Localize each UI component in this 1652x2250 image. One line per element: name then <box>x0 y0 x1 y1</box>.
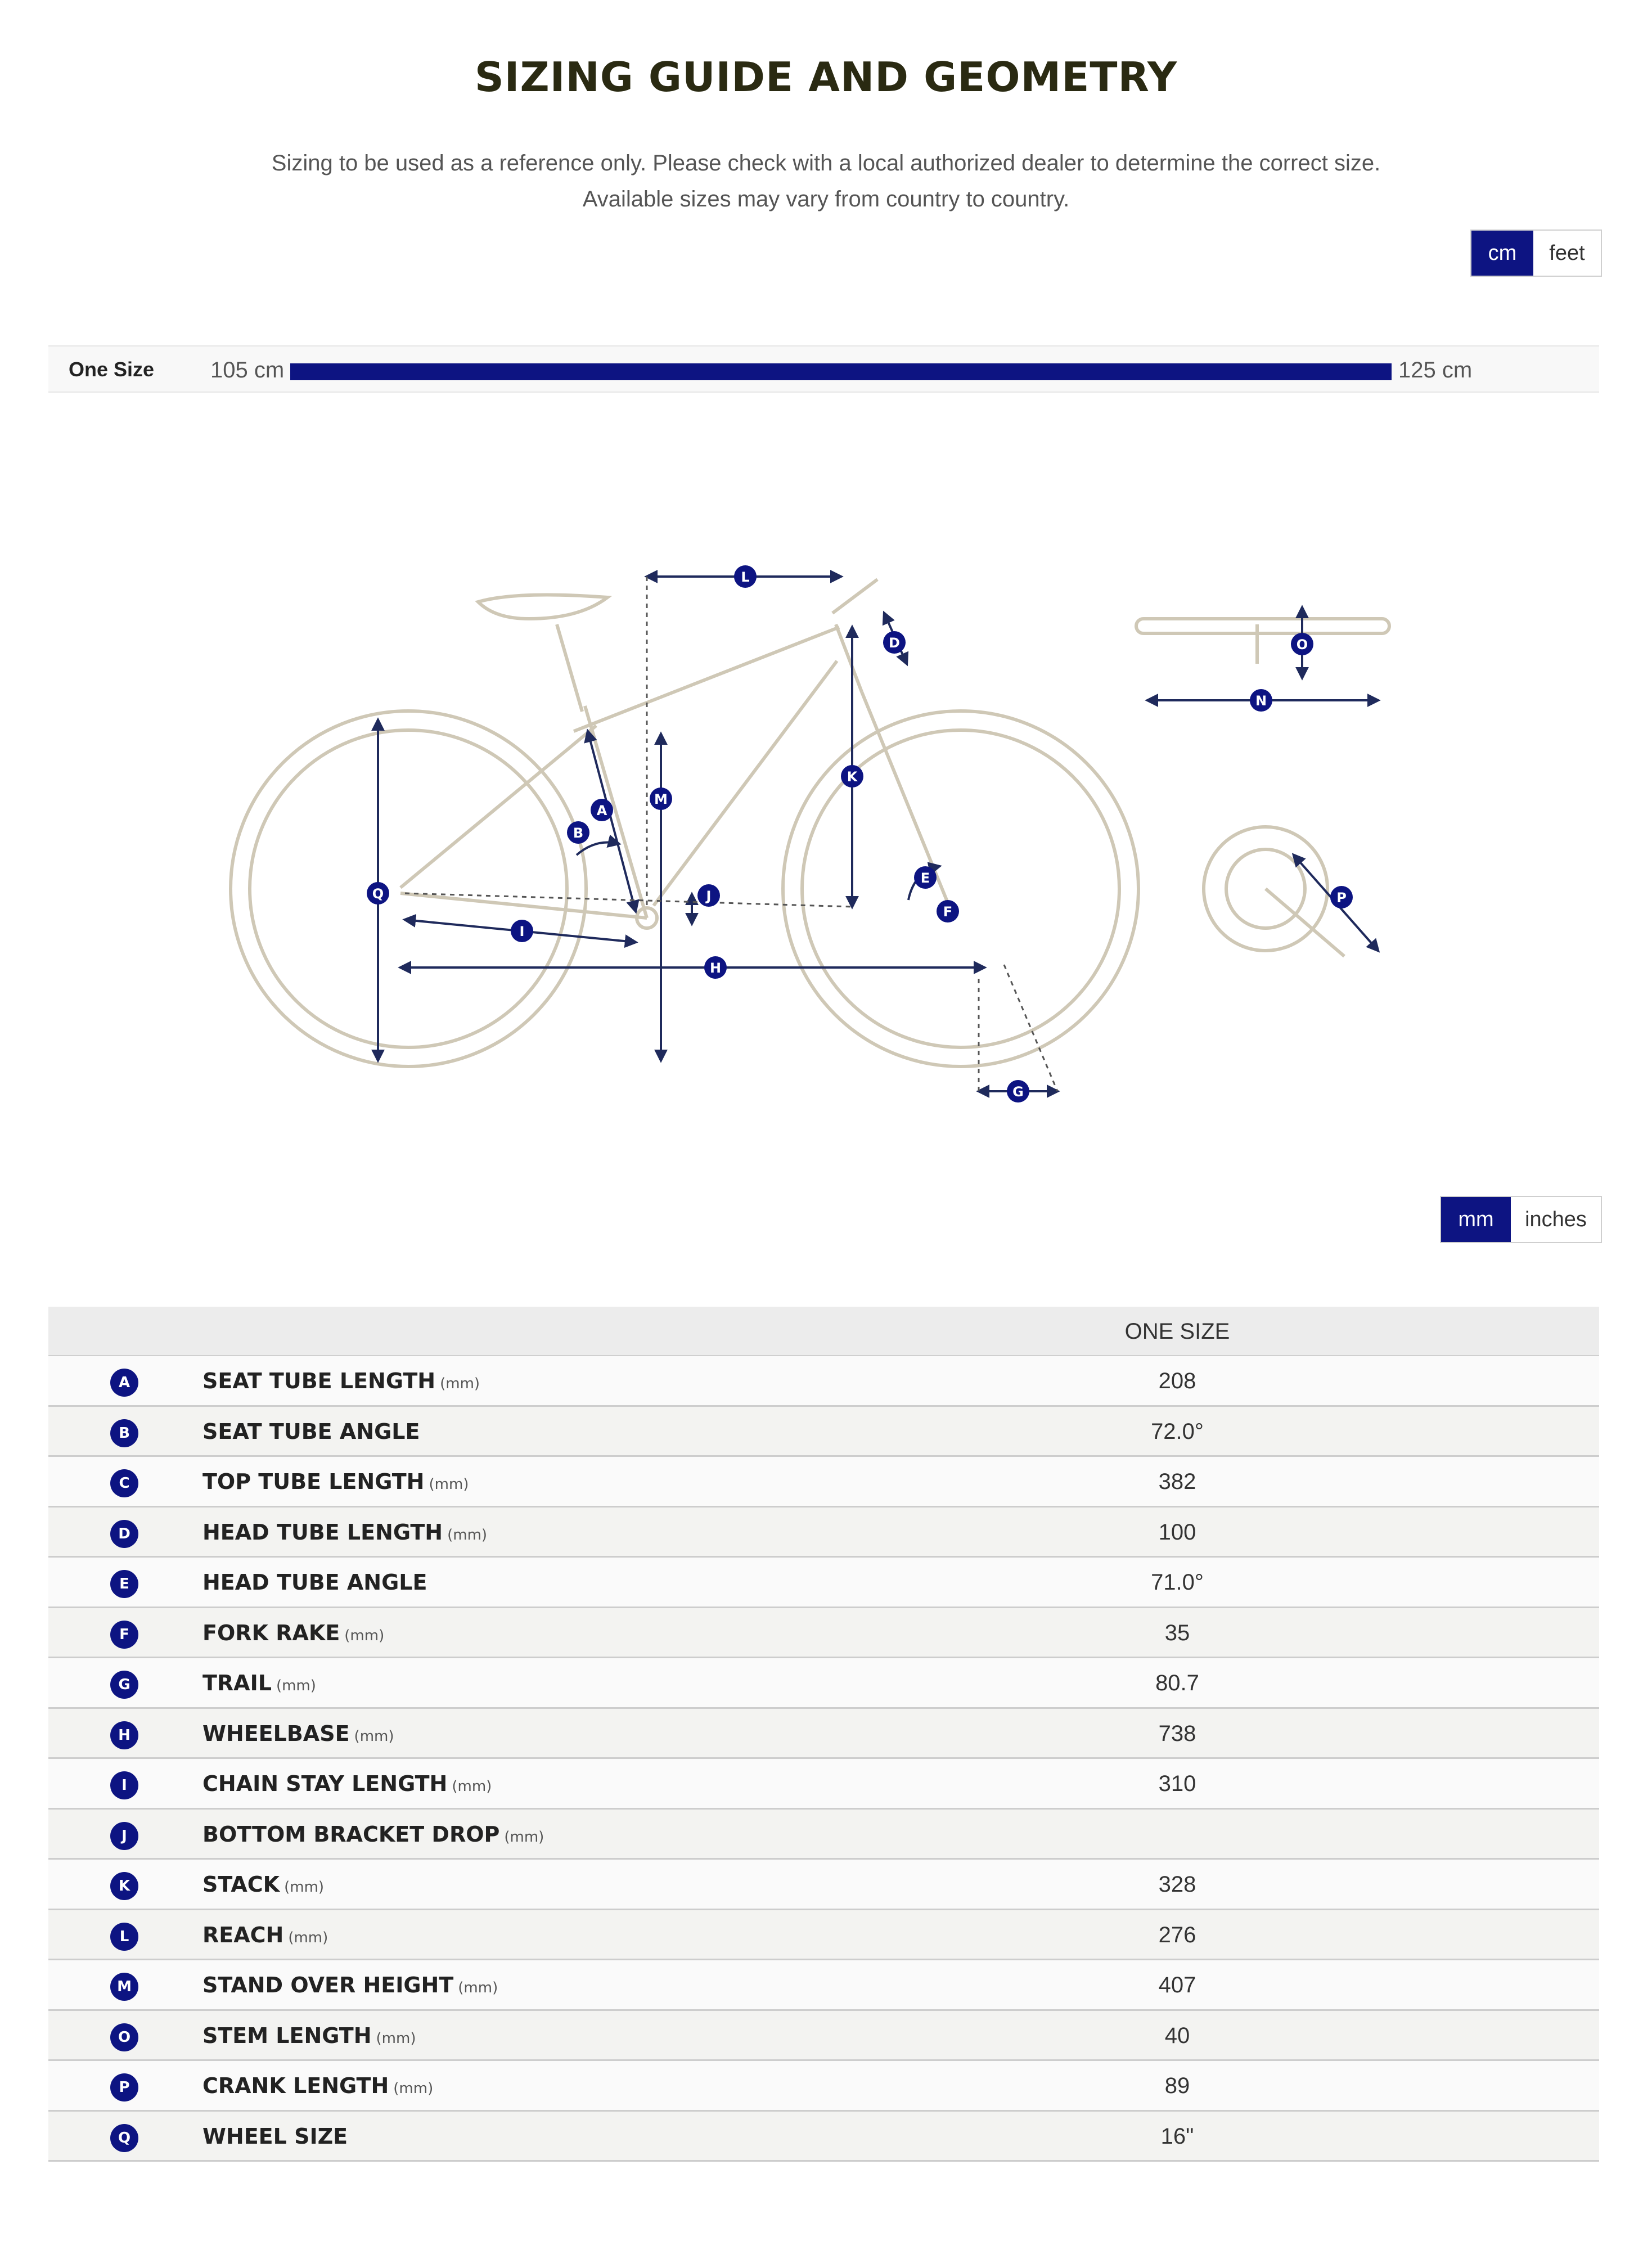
parameter-unit: (mm) <box>393 2080 434 2097</box>
row-code-badge: D <box>110 1520 138 1548</box>
size-range-fill <box>290 363 1392 380</box>
row-code-badge: H <box>110 1721 138 1749</box>
row-code-badge: E <box>110 1570 138 1598</box>
table-row <box>48 1860 1599 1910</box>
table-row <box>48 2112 1599 2162</box>
size-label: One Size <box>69 358 155 381</box>
page-title: SIZING GUIDE AND GEOMETRY <box>474 53 1178 101</box>
row-value: 208 <box>1158 1369 1196 1393</box>
row-value: 328 <box>1158 1872 1196 1897</box>
row-parameter-name <box>202 1721 394 1746</box>
row-parameter-name <box>202 2124 352 2149</box>
table-row <box>48 1960 1599 2011</box>
table-row <box>48 1658 1599 1709</box>
row-code-badge: K <box>110 1872 138 1900</box>
diagram-badge-label-h: H <box>709 960 722 976</box>
row-parameter-name <box>202 1419 424 1444</box>
row-parameter-name <box>202 1520 487 1545</box>
parameter-label: STACK <box>202 1872 280 1897</box>
diagram-badge-label-n: N <box>1255 693 1267 709</box>
sizing-note <box>0 145 1652 217</box>
diagram-badge-label-a: A <box>596 803 607 818</box>
row-code-badge: J <box>110 1822 138 1850</box>
table-row <box>48 2061 1599 2112</box>
row-code-badge: F <box>110 1621 138 1649</box>
parameter-label: FORK RAKE <box>202 1620 340 1645</box>
parameter-unit: (mm) <box>447 1526 488 1544</box>
size-range-max: 125 cm <box>1398 358 1473 382</box>
row-value: 382 <box>1158 1469 1196 1494</box>
diagram-badge-label-i: I <box>519 924 525 939</box>
row-code-badge: L <box>110 1923 138 1951</box>
rear-wheel-inner <box>250 730 567 1047</box>
row-parameter-name <box>202 1369 480 1393</box>
parameter-unit: (mm) <box>276 1677 316 1694</box>
diagram-badge-label-m: M <box>654 791 668 807</box>
row-code-badge: C <box>110 1469 138 1497</box>
row-parameter-name <box>202 1469 469 1494</box>
row-code-badge: Q <box>110 2124 138 2152</box>
parameter-unit: (mm) <box>504 1828 544 1846</box>
crank-detail <box>1204 827 1344 956</box>
sizing-note-line-1: Sizing to be used as a reference only. Please check with a local authorized dealer to determine the correct size. <box>271 151 1381 176</box>
parameter-unit: (mm) <box>440 1375 480 1392</box>
row-parameter-name <box>202 1872 324 1897</box>
parameter-unit: (mm) <box>376 2030 416 2047</box>
parameter-label: TOP TUBE LENGTH <box>202 1469 425 1494</box>
row-value: 738 <box>1158 1721 1196 1746</box>
parameter-label: SEAT TUBE LENGTH <box>202 1369 436 1393</box>
guide-trail-right <box>1004 965 1057 1091</box>
row-parameter-name <box>202 1923 328 1947</box>
diagram-badge-label-l: L <box>741 569 750 585</box>
row-code-badge: A <box>110 1369 138 1397</box>
parameter-label: CRANK LENGTH <box>202 2073 389 2098</box>
parameter-unit: (mm) <box>354 1727 394 1745</box>
table-row <box>48 1558 1599 1608</box>
down-tube <box>654 661 837 906</box>
row-parameter-name <box>202 1570 431 1595</box>
unit-cm-button[interactable]: cm <box>1471 231 1533 276</box>
row-parameter-name <box>202 1973 498 1997</box>
parameter-label: BOTTOM BRACKET DROP <box>202 1821 500 1847</box>
parameter-label: STEM LENGTH <box>202 2023 372 2048</box>
parameter-unit: (mm) <box>288 1929 328 1946</box>
height-unit-toggle <box>1470 230 1602 277</box>
front-wheel-outer <box>783 711 1138 1066</box>
sizing-note-line-2: Available sizes may vary from country to country. <box>582 187 1070 212</box>
unit-mm-button[interactable]: mm <box>1441 1197 1511 1242</box>
size-range-track <box>290 363 1392 380</box>
row-value: 80.7 <box>1155 1671 1199 1695</box>
size-range-min: 105 cm <box>210 358 285 382</box>
arrow-a <box>588 731 636 911</box>
diagram-badge-label-g: G <box>1012 1084 1024 1100</box>
table-row <box>48 1709 1599 1760</box>
row-parameter-name <box>202 2023 416 2048</box>
table-row <box>48 1759 1599 1810</box>
row-parameter-name <box>202 2073 433 2098</box>
table-row <box>48 1407 1599 1457</box>
column-header-one-size: ONE SIZE <box>1124 1319 1230 1344</box>
table-row <box>48 1910 1599 1961</box>
diagram-badge-label-o: O <box>1296 637 1308 652</box>
size-range-row <box>48 345 1599 393</box>
diagram-badges <box>367 565 1353 1102</box>
parameter-unit: (mm) <box>429 1476 469 1493</box>
row-parameter-name <box>202 1822 544 1847</box>
bike-frame <box>231 579 1138 1066</box>
parameter-label: SEAT TUBE ANGLE <box>202 1419 420 1444</box>
rear-wheel-outer <box>231 711 586 1066</box>
row-value: 407 <box>1158 1973 1196 1997</box>
parameter-label: HEAD TUBE LENGTH <box>202 1519 443 1545</box>
row-value: 35 <box>1164 1620 1190 1645</box>
parameter-label: CHAIN STAY LENGTH <box>202 1771 448 1796</box>
saddle <box>478 595 607 619</box>
diagram-badge-label-q: Q <box>372 886 384 902</box>
row-value: 310 <box>1158 1771 1196 1796</box>
row-value: 40 <box>1164 2023 1190 2048</box>
parameter-unit: (mm) <box>458 1979 498 1996</box>
table-body <box>48 1356 1599 2162</box>
top-tube <box>574 627 839 731</box>
diagram-badge-label-p: P <box>1336 890 1347 906</box>
parameter-label: WHEEL SIZE <box>202 2123 348 2149</box>
row-parameter-name <box>202 1771 492 1796</box>
diagram-badge-label-j: J <box>706 888 712 904</box>
row-code-badge: O <box>110 2023 138 2051</box>
row-parameter-name <box>202 1671 316 1695</box>
table-row <box>48 1608 1599 1659</box>
row-value: 16" <box>1160 2123 1194 2149</box>
geometry-table <box>48 1307 1599 2162</box>
parameter-label: STAND OVER HEIGHT <box>202 1973 454 1997</box>
row-value: 71.0° <box>1151 1570 1204 1595</box>
table-row <box>48 1508 1599 1558</box>
unit-feet-button[interactable]: feet <box>1533 231 1601 276</box>
diagram-badge-label-f: F <box>943 904 953 920</box>
row-code-badge: I <box>110 1771 138 1799</box>
row-value: 276 <box>1158 1922 1196 1947</box>
table-row <box>48 1810 1599 1860</box>
table-row <box>48 2011 1599 2062</box>
row-parameter-name <box>202 1621 384 1645</box>
diagram-badge-label-k: K <box>847 769 858 785</box>
table-row <box>48 1356 1599 1407</box>
fork <box>862 692 948 903</box>
parameter-label: TRAIL <box>202 1671 272 1695</box>
dimension-arrows <box>378 577 1378 1091</box>
bike-geometry-diagram <box>214 540 1451 1136</box>
stem <box>832 579 877 613</box>
diagram-badge-label-b: B <box>573 825 584 841</box>
row-value: 89 <box>1164 2073 1190 2098</box>
unit-inches-button[interactable]: inches <box>1511 1197 1601 1242</box>
parameter-unit: (mm) <box>344 1627 385 1644</box>
row-value: 72.0° <box>1151 1419 1204 1444</box>
head-tube <box>836 624 862 692</box>
seat-post <box>557 624 582 712</box>
row-code-badge: G <box>110 1671 138 1699</box>
geometry-unit-toggle <box>1440 1196 1602 1243</box>
parameter-label: HEAD TUBE ANGLE <box>202 1570 427 1595</box>
handlebar-detail <box>1136 619 1389 664</box>
parameter-unit: (mm) <box>452 1778 492 1795</box>
parameter-label: WHEELBASE <box>202 1721 350 1746</box>
row-code-badge: B <box>110 1419 138 1447</box>
row-code-badge: M <box>110 1973 138 2001</box>
row-code-badge: P <box>110 2073 138 2102</box>
parameter-label: REACH <box>202 1922 284 1947</box>
table-row <box>48 1457 1599 1508</box>
diagram-badge-label-e: E <box>920 870 930 886</box>
diagram-badge-label-d: D <box>889 635 900 651</box>
row-value: 100 <box>1158 1519 1196 1545</box>
parameter-unit: (mm) <box>284 1879 325 1896</box>
handlebar <box>1136 619 1389 633</box>
table-header <box>48 1307 1599 1356</box>
